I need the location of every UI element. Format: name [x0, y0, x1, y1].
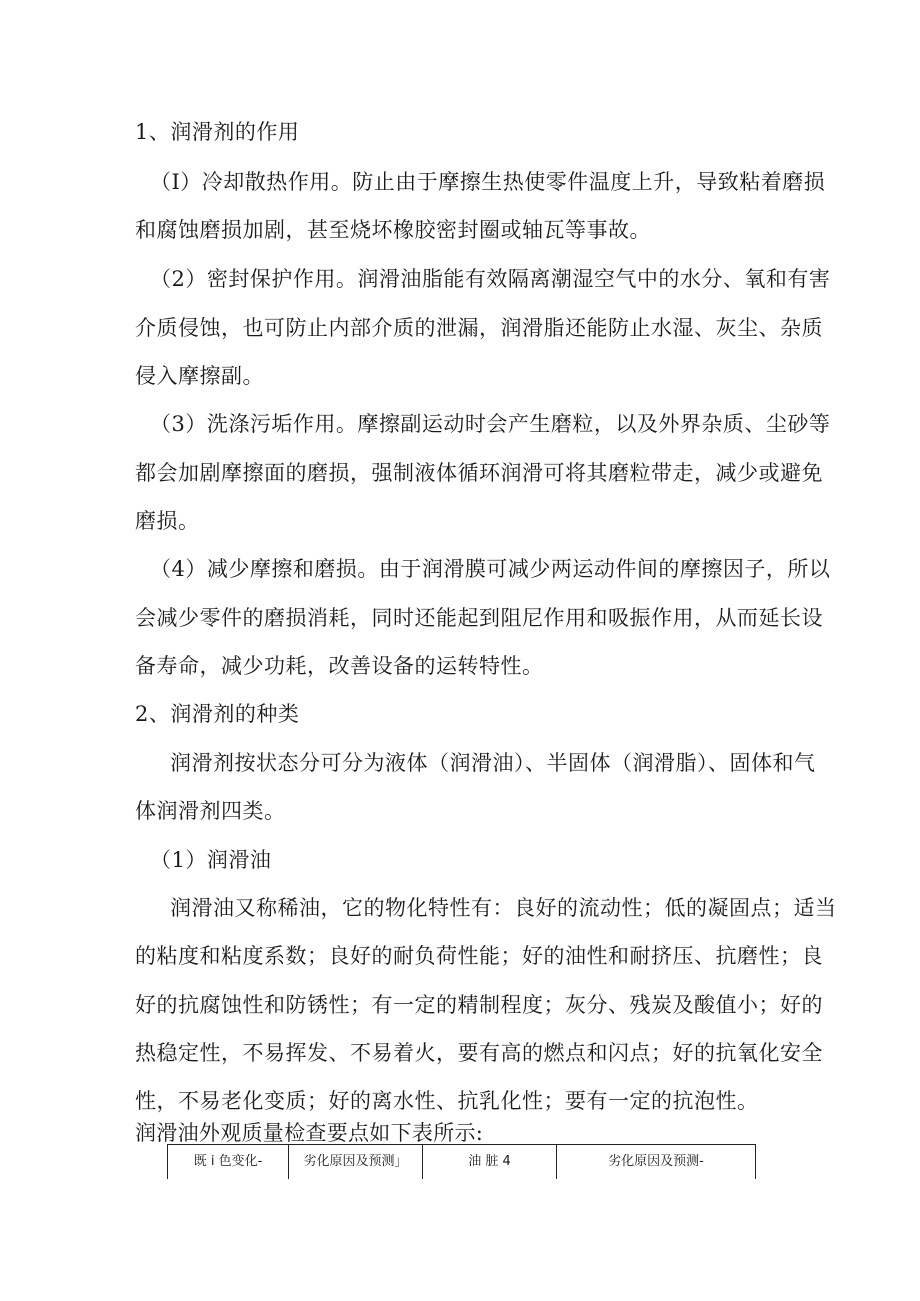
- paragraph-line: 体润滑剂四类。: [135, 799, 286, 823]
- table-header-cell: 油 脏 4: [422, 1145, 556, 1179]
- section-heading-2: 2、润滑剂的种类: [135, 702, 300, 726]
- paragraph-line: （2）密封保护作用。润滑油脂能有效隔离潮湿空气中的水分、氧和有害: [150, 267, 831, 291]
- table-header-cell: 劣化原因及预测」: [288, 1145, 422, 1179]
- paragraph-line: （3）洗涤污垢作用。摩擦副运动时会产生磨粒，以及外界杂质、尘砂等: [150, 412, 831, 436]
- subsection-heading: （1）润滑油: [150, 848, 272, 872]
- paragraph-line: 侵入摩擦副。: [135, 364, 264, 388]
- paragraph-line: 好的抗腐蚀性和防锈性；有一定的精制程度；灰分、残炭及酸值小；好的: [135, 993, 823, 1017]
- paragraph-line: （4）减少摩擦和磨损。由于润滑膜可减少两运动件间的摩擦因子，所以: [150, 557, 831, 581]
- table-header-cell: 既 i 色变化-: [193, 1154, 263, 1169]
- table-caption: 润滑油外观质量检查要点如下表所示:: [135, 1121, 484, 1145]
- inspection-table: [167, 1144, 756, 1179]
- table-header-cell: 劣化原因及预测-: [556, 1145, 755, 1179]
- paragraph-line: 会减少零件的磨损消耗，同时还能起到阻尼作用和吸振作用，从而延长设: [135, 606, 823, 630]
- paragraph-line: 磨损。: [135, 509, 200, 533]
- paragraph-line: 都会加剧摩擦面的磨损，强制液体循环润滑可将其磨粒带走，减少或避免: [135, 461, 823, 485]
- paragraph-line: 性，不易老化变质；好的离水性、抗乳化性；要有一定的抗泡性。: [135, 1089, 759, 1113]
- paragraph-line: 润滑油又称稀油，它的物化特性有：良好的流动性；低的凝固点；适当: [170, 896, 837, 920]
- paragraph-line: 润滑剂按状态分可分为液体（润滑油）、半固体（润滑脂）、固体和气: [170, 751, 816, 775]
- paragraph-line: 的粘度和粘度系数；良好的耐负荷性能；好的油性和耐挤压、抗磨性；良: [135, 944, 823, 968]
- paragraph-line: 和腐蚀磨损加剧，甚至烧坏橡胶密封圈或轴瓦等事故。: [135, 218, 651, 242]
- paragraph-line: 热稳定性，不易挥发、不易着火，要有高的燃点和闪点；好的抗氧化安全: [135, 1041, 823, 1065]
- paragraph-line: （I）冷却散热作用。防止由于摩擦生热使零件温度上升，导致粘着磨损: [150, 170, 826, 194]
- paragraph-line: 介质侵蚀，也可防止内部介质的泄漏，润滑脂还能防止水湿、灰尘、杂质: [135, 316, 823, 340]
- section-heading-1: 1、润滑剂的作用: [135, 120, 300, 144]
- paragraph-line: 备寿命，减少功耗，改善设备的运转特性。: [135, 654, 544, 678]
